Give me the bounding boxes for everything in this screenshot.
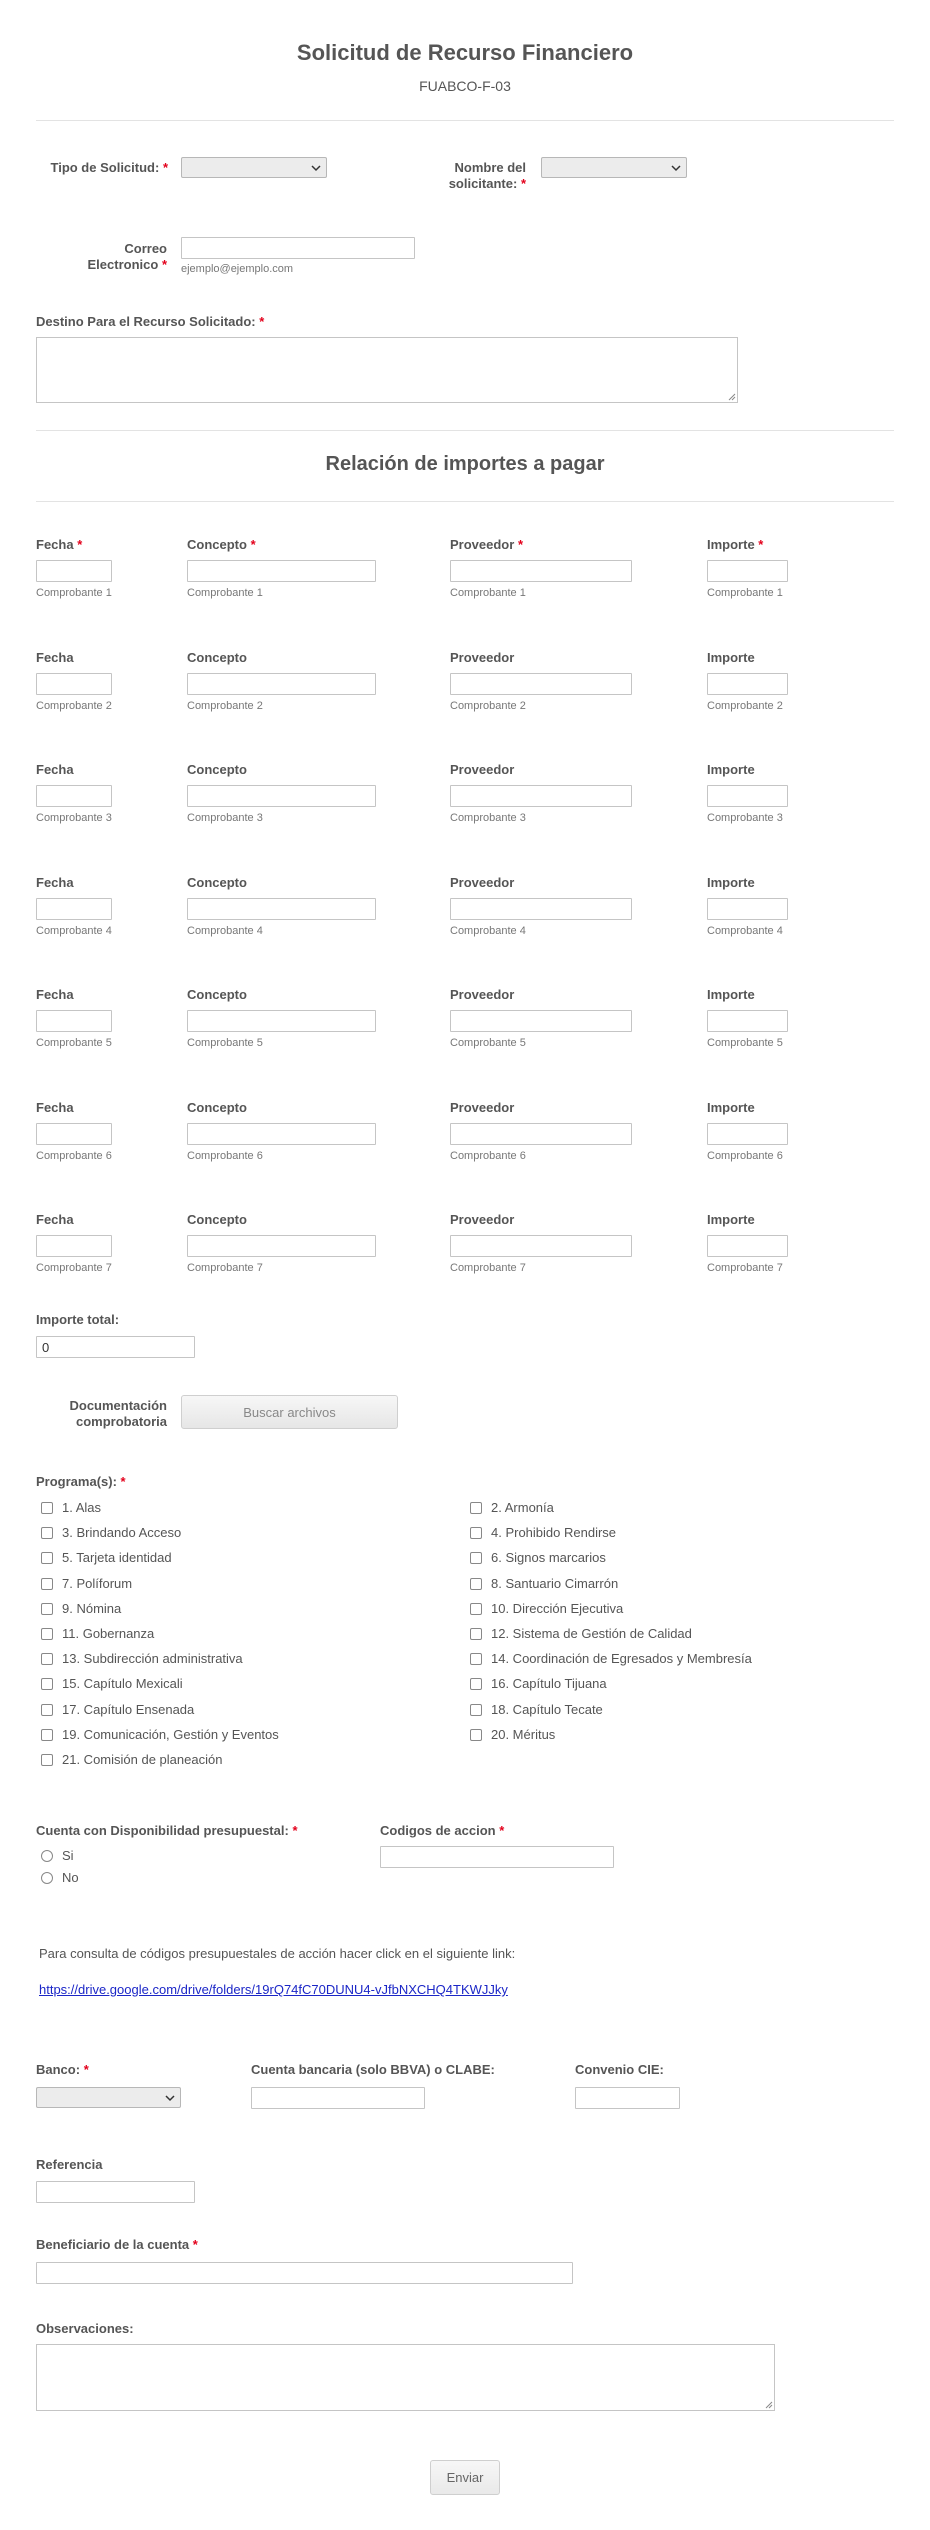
programa-checkbox[interactable]: [470, 1502, 482, 1514]
importe-input[interactable]: [707, 898, 788, 920]
concepto-label: Concepto: [187, 1212, 247, 1227]
presupuesto-option-no: No: [62, 1870, 79, 1885]
programa-checkbox[interactable]: [41, 1502, 53, 1514]
programa-option-label: 12. Sistema de Gestión de Calidad: [491, 1626, 692, 1641]
programa-checkbox[interactable]: [41, 1704, 53, 1716]
resize-grip-icon[interactable]: [765, 2401, 773, 2409]
buscar-archivos-button[interactable]: Buscar archivos: [181, 1395, 398, 1429]
importe-sublabel: Comprobante 1: [707, 587, 783, 599]
programa-checkbox[interactable]: [41, 1628, 53, 1640]
fecha-label: Fecha: [36, 650, 74, 665]
importe-total-input[interactable]: [36, 1336, 195, 1358]
proveedor-input[interactable]: [450, 898, 632, 920]
proveedor-label: Proveedor: [450, 875, 515, 890]
tipo-solicitud-select[interactable]: [181, 157, 327, 178]
form-code: FUABCO-F-03: [419, 78, 511, 94]
proveedor-input[interactable]: [450, 1123, 632, 1145]
observaciones-label: Observaciones:: [36, 2321, 134, 2336]
programa-option-label: 19. Comunicación, Gestión y Eventos: [62, 1727, 279, 1742]
chevron-down-icon: [164, 2092, 176, 2104]
proveedor-input[interactable]: [450, 673, 632, 695]
programa-option-label: 2. Armonía: [491, 1500, 554, 1515]
programa-option-label: 15. Capítulo Mexicali: [62, 1676, 183, 1691]
concepto-sublabel: Comprobante 1: [187, 587, 263, 599]
proveedor-input[interactable]: [450, 785, 632, 807]
fecha-sublabel: Comprobante 4: [36, 925, 112, 937]
programa-checkbox[interactable]: [41, 1552, 53, 1564]
convenio-cie-input[interactable]: [575, 2087, 680, 2109]
correo-label: Correo Electronico *: [87, 241, 167, 272]
programa-checkbox[interactable]: [470, 1578, 482, 1590]
programa-option-label: 7. Políforum: [62, 1576, 133, 1591]
concepto-sublabel: Comprobante 6: [187, 1150, 263, 1162]
chevron-down-icon: [310, 162, 322, 174]
importe-label: Importe: [707, 650, 755, 665]
destino-label: Destino Para el Recurso Solicitado: *: [36, 314, 265, 329]
importe-label: Importe *: [707, 537, 764, 552]
observaciones-textarea[interactable]: [36, 2344, 775, 2411]
proveedor-label: Proveedor: [450, 1212, 515, 1227]
proveedor-label: Proveedor: [450, 987, 515, 1002]
importes-section-title: Relación de importes a pagar: [325, 453, 605, 475]
resize-grip-icon[interactable]: [728, 393, 736, 401]
programa-option-label: 18. Capítulo Tecate: [491, 1702, 603, 1717]
programa-option-label: 14. Coordinación de Egresados y Membresía: [491, 1651, 752, 1666]
importe-input[interactable]: [707, 1123, 788, 1145]
fecha-sublabel: Comprobante 3: [36, 812, 112, 824]
importe-input[interactable]: [707, 1235, 788, 1257]
fecha-sublabel: Comprobante 1: [36, 587, 112, 599]
divider: [36, 120, 894, 121]
programa-option-label: 10. Dirección Ejecutiva: [491, 1601, 624, 1616]
programa-checkbox[interactable]: [470, 1527, 482, 1539]
beneficiario-input[interactable]: [36, 2262, 573, 2284]
importe-sublabel: Comprobante 5: [707, 1037, 783, 1049]
presupuesto-option-si: Si: [62, 1848, 74, 1863]
programa-checkbox[interactable]: [41, 1754, 53, 1766]
concepto-label: Concepto: [187, 987, 247, 1002]
concepto-sublabel: Comprobante 5: [187, 1037, 263, 1049]
programa-option-label: 4. Prohibido Rendirse: [491, 1525, 617, 1540]
concepto-input[interactable]: [187, 1123, 376, 1145]
fecha-sublabel: Comprobante 6: [36, 1150, 112, 1162]
proveedor-sublabel: Comprobante 6: [450, 1150, 526, 1162]
presupuesto-radio-si[interactable]: [41, 1850, 53, 1862]
concepto-input[interactable]: [187, 898, 376, 920]
programa-checkbox[interactable]: [41, 1653, 53, 1665]
programa-option-label: 20. Méritus: [491, 1727, 556, 1742]
programa-option-label: 17. Capítulo Ensenada: [62, 1702, 195, 1717]
importe-input[interactable]: [707, 1010, 788, 1032]
proveedor-input[interactable]: [450, 1235, 632, 1257]
importe-input[interactable]: [707, 560, 788, 582]
proveedor-label: Proveedor: [450, 650, 515, 665]
fecha-input[interactable]: [36, 673, 112, 695]
importe-sublabel: Comprobante 6: [707, 1150, 783, 1162]
importe-label: Importe: [707, 875, 755, 890]
concepto-label: Concepto: [187, 1100, 247, 1115]
proveedor-sublabel: Comprobante 5: [450, 1037, 526, 1049]
fecha-label: Fecha: [36, 1212, 74, 1227]
importe-label: Importe: [707, 1100, 755, 1115]
fecha-label: Fecha: [36, 762, 74, 777]
concepto-input[interactable]: [187, 560, 376, 582]
nombre-solicitante-select[interactable]: [541, 157, 687, 178]
fecha-sublabel: Comprobante 2: [36, 700, 112, 712]
enviar-button[interactable]: Enviar: [430, 2460, 500, 2495]
cuenta-bancaria-input[interactable]: [251, 2087, 425, 2109]
importe-label: Importe: [707, 1212, 755, 1227]
proveedor-label: Proveedor *: [450, 537, 523, 552]
programa-option-label: 16. Capítulo Tijuana: [491, 1676, 607, 1691]
fecha-input[interactable]: [36, 898, 112, 920]
programa-option-label: 1. Alas: [62, 1500, 102, 1515]
programa-checkbox[interactable]: [41, 1603, 53, 1615]
proveedor-input[interactable]: [450, 1010, 632, 1032]
convenio-cie-label: Convenio CIE:: [575, 2062, 664, 2077]
importe-total-label: Importe total:: [36, 1312, 120, 1327]
importe-sublabel: Comprobante 3: [707, 812, 783, 824]
nombre-solicitante-label: Nombre del solicitante: *: [448, 160, 526, 191]
fecha-sublabel: Comprobante 5: [36, 1037, 112, 1049]
importe-label: Importe: [707, 987, 755, 1002]
referencia-input[interactable]: [36, 2181, 195, 2203]
proveedor-label: Proveedor: [450, 762, 515, 777]
concepto-input[interactable]: [187, 785, 376, 807]
concepto-label: Concepto: [187, 762, 247, 777]
concepto-sublabel: Comprobante 3: [187, 812, 263, 824]
concepto-label: Concepto: [187, 875, 247, 890]
programa-checkbox[interactable]: [41, 1729, 53, 1741]
codigos-accion-input[interactable]: [380, 1846, 614, 1868]
fecha-label: Fecha *: [36, 537, 83, 552]
programa-checkbox[interactable]: [41, 1527, 53, 1539]
fecha-label: Fecha: [36, 875, 74, 890]
programa-option-label: 5. Tarjeta identidad: [62, 1550, 172, 1565]
concepto-sublabel: Comprobante 7: [187, 1262, 263, 1274]
programa-option-label: 9. Nómina: [62, 1601, 122, 1616]
programa-option-label: 21. Comisión de planeación: [62, 1752, 223, 1767]
concepto-input[interactable]: [187, 1010, 376, 1032]
codigos-accion-label: Codigos de accion *: [380, 1823, 505, 1838]
cuenta-bancaria-label: Cuenta bancaria (solo BBVA) o CLABE:: [251, 2062, 495, 2077]
programa-checkbox[interactable]: [470, 1729, 482, 1741]
programa-option-label: 8. Santuario Cimarrón: [491, 1576, 619, 1591]
banco-label: Banco: *: [36, 2062, 89, 2077]
programa-checkbox[interactable]: [41, 1578, 53, 1590]
programas-label: Programa(s): *: [36, 1474, 126, 1489]
referencia-label: Referencia: [36, 2157, 103, 2172]
fecha-label: Fecha: [36, 987, 74, 1002]
divider: [36, 501, 894, 502]
destino-textarea[interactable]: [36, 337, 738, 403]
concepto-label: Concepto *: [187, 537, 256, 552]
programa-checkbox[interactable]: [470, 1653, 482, 1665]
importe-sublabel: Comprobante 4: [707, 925, 783, 937]
chevron-down-icon: [670, 162, 682, 174]
fecha-sublabel: Comprobante 7: [36, 1262, 112, 1274]
importe-input[interactable]: [707, 673, 788, 695]
consulta-link[interactable]: https://drive.google.com/drive/folders/19rQ74fC70DUNU4-vJfbNXCHQ4TKWJJky: [39, 1982, 508, 1997]
concepto-sublabel: Comprobante 4: [187, 925, 263, 937]
tipo-solicitud-label: Tipo de Solicitud: *: [50, 160, 168, 175]
fecha-label: Fecha: [36, 1100, 74, 1115]
fecha-input[interactable]: [36, 560, 112, 582]
proveedor-sublabel: Comprobante 4: [450, 925, 526, 937]
proveedor-sublabel: Comprobante 2: [450, 700, 526, 712]
correo-sublabel: ejemplo@ejemplo.com: [181, 263, 294, 275]
concepto-input[interactable]: [187, 673, 376, 695]
programa-checkbox[interactable]: [470, 1678, 482, 1690]
proveedor-sublabel: Comprobante 3: [450, 812, 526, 824]
concepto-input[interactable]: [187, 1235, 376, 1257]
importe-label: Importe: [707, 762, 755, 777]
concepto-sublabel: Comprobante 2: [187, 700, 263, 712]
programa-option-label: 6. Signos marcarios: [491, 1550, 606, 1565]
programa-option-label: 3. Brindando Acceso: [62, 1525, 182, 1540]
programa-checkbox[interactable]: [41, 1678, 53, 1690]
presupuesto-label: Cuenta con Disponibilidad presupuestal: *: [36, 1823, 298, 1838]
programa-option-label: 13. Subdirección administrativa: [62, 1651, 243, 1666]
programa-checkbox[interactable]: [470, 1704, 482, 1716]
proveedor-sublabel: Comprobante 7: [450, 1262, 526, 1274]
divider: [36, 430, 894, 431]
programa-checkbox[interactable]: [470, 1628, 482, 1640]
programa-checkbox[interactable]: [470, 1603, 482, 1615]
correo-input[interactable]: [181, 237, 415, 259]
documentacion-label: Documentación comprobatoria: [69, 1398, 167, 1429]
fecha-input[interactable]: [36, 785, 112, 807]
importe-sublabel: Comprobante 7: [707, 1262, 783, 1274]
fecha-input[interactable]: [36, 1123, 112, 1145]
banco-select[interactable]: [36, 2087, 181, 2108]
consulta-text: Para consulta de códigos presupuestales de acción hacer click en el siguiente link:: [39, 1946, 516, 1961]
importe-sublabel: Comprobante 2: [707, 700, 783, 712]
beneficiario-label: Beneficiario de la cuenta *: [36, 2237, 198, 2252]
presupuesto-radio-no[interactable]: [41, 1872, 53, 1884]
fecha-input[interactable]: [36, 1010, 112, 1032]
proveedor-input[interactable]: [450, 560, 632, 582]
fecha-input[interactable]: [36, 1235, 112, 1257]
programa-checkbox[interactable]: [470, 1552, 482, 1564]
programa-option-label: 11. Gobernanza: [62, 1626, 155, 1641]
form-title: Solicitud de Recurso Financiero: [296, 40, 634, 65]
concepto-label: Concepto: [187, 650, 247, 665]
importe-input[interactable]: [707, 785, 788, 807]
proveedor-sublabel: Comprobante 1: [450, 587, 526, 599]
proveedor-label: Proveedor: [450, 1100, 515, 1115]
